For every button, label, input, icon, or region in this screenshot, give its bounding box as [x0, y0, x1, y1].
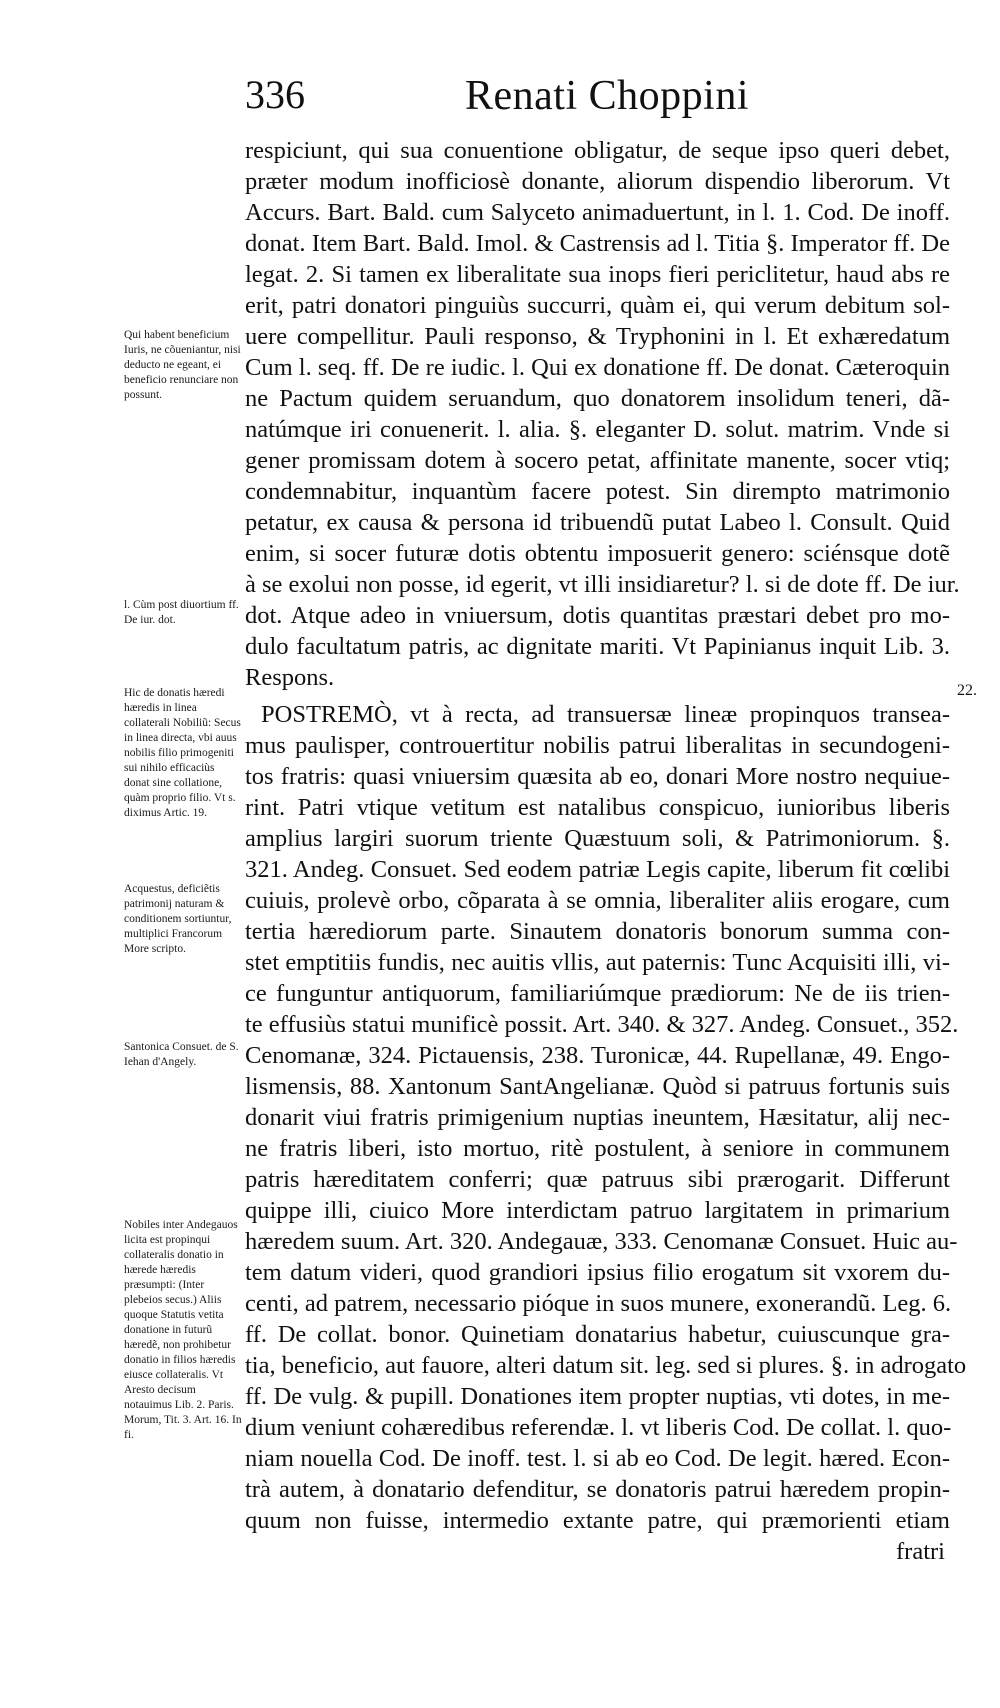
body-line: te effusiùs statui munificè possit. Art. 340. & 327. Andeg. Consuet., 352.: [245, 1011, 959, 1038]
margin-note: Qui habent beneficium Iuris, ne cõueniantur, nisi deducto ne egeant, ei beneficio renunciare non possunt.: [124, 329, 241, 401]
body-line: ce funguntur antiquorum, familiariúmque prædiorum: Ne de iis trien-: [245, 980, 950, 1007]
body-line: niam nouella Cod. De inoff. test. l. si ab eo Cod. De legit. hæred. Econ-: [245, 1445, 950, 1472]
body-line: tertia hærediorum parte. Sinautem donatoris bonorum summa con-: [245, 918, 950, 945]
margin-note: Hic de donatis hæredi hæredis in linea collaterali Nobiliũ: Secus in linea directa, vbi auus nobilis filio primogeniti sui nihilo efficaciùs donat sine collatione, quàm proprio filio. Vt s. diximus Artic. 19.: [124, 687, 241, 819]
body-line: rint. Patri vtique vetitum est natalibus conspicuo, iunioribus liberis: [245, 794, 950, 821]
body-line: fratri: [896, 1538, 945, 1565]
body-line: ne Pactum quidem seruandum, quo donatorem insolidum teneri, dã-: [245, 385, 950, 412]
body-line: centi, ad patrem, necessario pióque in suos munere, exonerandũ. Leg. 6.: [245, 1290, 952, 1317]
body-line: tia, beneficio, aut fauore, alteri datum sit. leg. sed si plures. §. in adrogato: [245, 1352, 967, 1379]
body-line: cuiuis, prolevè orbo, cõparata à se omnia, liberaliter aliis erogare, cum: [245, 887, 950, 914]
body-line: donarit viui fratris primigenium nuptias ineuntem, Hæsitatur, alij nec-: [245, 1104, 950, 1131]
body-line: Respons.: [245, 664, 335, 691]
body-line: ff. De collat. bonor. Quinetiam donatarius habetur, cuiuscunque gra-: [245, 1321, 950, 1348]
body-line: natúmque iri conuenerit. l. alia. §. eleganter D. solut. matrim. Vnde si: [245, 416, 950, 443]
body-line: enim, si socer futuræ dotis obtentu imposuerit genero: sciénsque dotẽ: [245, 540, 950, 567]
running-title: Renati Choppini: [465, 73, 749, 119]
body-line: hæredem suum. Art. 320. Andegauæ, 333. Cenomanæ Consuet. Huic au-: [245, 1228, 958, 1255]
body-line: lismensis, 88. Xantonum SantAngelianæ. Quòd si patruus fortunis suis: [245, 1073, 950, 1100]
body-line: trà autem, à donatario defenditur, se donatoris patrui hæredem propin-: [245, 1476, 950, 1503]
body-line: donat. Item Bart. Bald. Imol. & Castrensis ad l. Titia §. Imperator ff. De: [245, 230, 950, 257]
body-line: erit, patri donatori pinguiùs succurri, quàm ei, qui verum debitum sol-: [245, 292, 950, 319]
body-line: ff. De vulg. & pupill. Donationes item propter nuptias, vti dotes, in me-: [245, 1383, 950, 1410]
body-line: legat. 2. Si tamen ex liberalitate sua inops fieri periclitetur, haud abs re: [245, 261, 950, 288]
body-line: respiciunt, qui sua conuentione obligatur, de seque ipso queri debet,: [245, 137, 950, 164]
body-line: gener promissam dotem à socero petat, affinitate manente, socer vtiq;: [245, 447, 950, 474]
margin-note: Nobiles inter Andegauos licita est propinqui collateralis donatio in hærede hæredis præsumpti: (Inter plebeios secus.) Aliis quoque Statutis vetita donatione in futurũ hæredẽ, non prohibetur donatio in filios hæredis eiusce collateralis. Vt Aresto decisum notauimus Lib. 2. Paris. Morum, Tit. 3. Art. 16. In fi.: [124, 1219, 242, 1441]
page-number: 336: [245, 72, 305, 117]
margin-note: l. Cùm post diuortium ff. De iur. dot.: [124, 599, 239, 626]
body-line: 321. Andeg. Consuet. Sed eodem patriæ Legis capite, liberum fit cœlibi: [245, 856, 950, 883]
margin-note: Santonica Consuet. de S. Iehan d'Angely.: [124, 1041, 239, 1068]
body-line: condemnabitur, inquantùm facere potest. Sin dirempto matrimonio: [245, 478, 950, 505]
body-line: ne fratris liberi, isto mortuo, ritè postulent, à seniore in communem: [245, 1135, 950, 1162]
body-line: quum non fuisse, intermedio extante patre, qui præmorienti etiam: [245, 1507, 950, 1534]
body-line: dot. Atque adeo in vniuersum, dotis quantitas præstari debet pro mo-: [245, 602, 950, 629]
body-line: à se exolui non posse, id egerit, vt illi insidiaretur? l. si de dote ff. De iur.: [245, 571, 960, 598]
body-line: mus paulisper, controuertitur nobilis patrui liberalitas in secundogeni-: [245, 732, 950, 759]
body-line: Cenomanæ, 324. Pictauensis, 238. Turonicæ, 44. Rupellanæ, 49. Engo-: [245, 1042, 950, 1069]
body-line: amplius largiri suorum triente Quæstuum soli, & Patrimoniorum. §.: [245, 825, 950, 852]
body-line: Accurs. Bart. Bald. cum Salyceto animaduertunt, in l. 1. Cod. De inoff.: [245, 199, 950, 226]
margin-note: Acquestus, deficiẽtis patrimonij naturam & conditionem sortiuntur, multiplici Francorum More scripto.: [124, 883, 232, 955]
body-line: tos fratris: quasi vniuersim quæsita ab eo, donari More nostro nequiue-: [245, 763, 950, 790]
body-line: dulo facultatum patris, ac dignitate mariti. Vt Papinianus inquit Lib. 3.: [245, 633, 950, 660]
body-line: dium veniunt cohæredibus referendæ. l. vt liberis Cod. De collat. l. quo-: [245, 1414, 952, 1441]
body-line: tem datum videri, quod grandiori ipsius filio erogatum sit vxorem du-: [245, 1259, 950, 1286]
body-line: POSTREMÒ, vt à recta, ad transuersæ lineæ propinquos transea-: [261, 701, 950, 728]
body-line: Cum l. seq. ff. De re iudic. l. Qui ex donatione ff. De donat. Cæteroquin: [245, 354, 950, 381]
side-number: 22.: [957, 682, 977, 699]
body-line: quippe illi, ciuico More interdictam patruo largitatem in primarium: [245, 1197, 950, 1224]
body-line: uere compellitur. Pauli responso, & Tryphonini in l. Et exhæredatum: [245, 323, 950, 350]
body-line: stet emptitiis fundis, nec auitis vllis, aut paternis: Tunc Acquisiti illi, vi-: [245, 949, 950, 976]
body-line: petatur, ex causa & persona id tribuendũ putat Labeo l. Consult. Quid: [245, 509, 950, 536]
body-line: patris hæreditatem conferri; quæ patruus sibi prærogarit. Differunt: [245, 1166, 950, 1193]
body-line: præter modum inofficiosè donante, aliorum dispendio liberorum. Vt: [245, 168, 950, 195]
